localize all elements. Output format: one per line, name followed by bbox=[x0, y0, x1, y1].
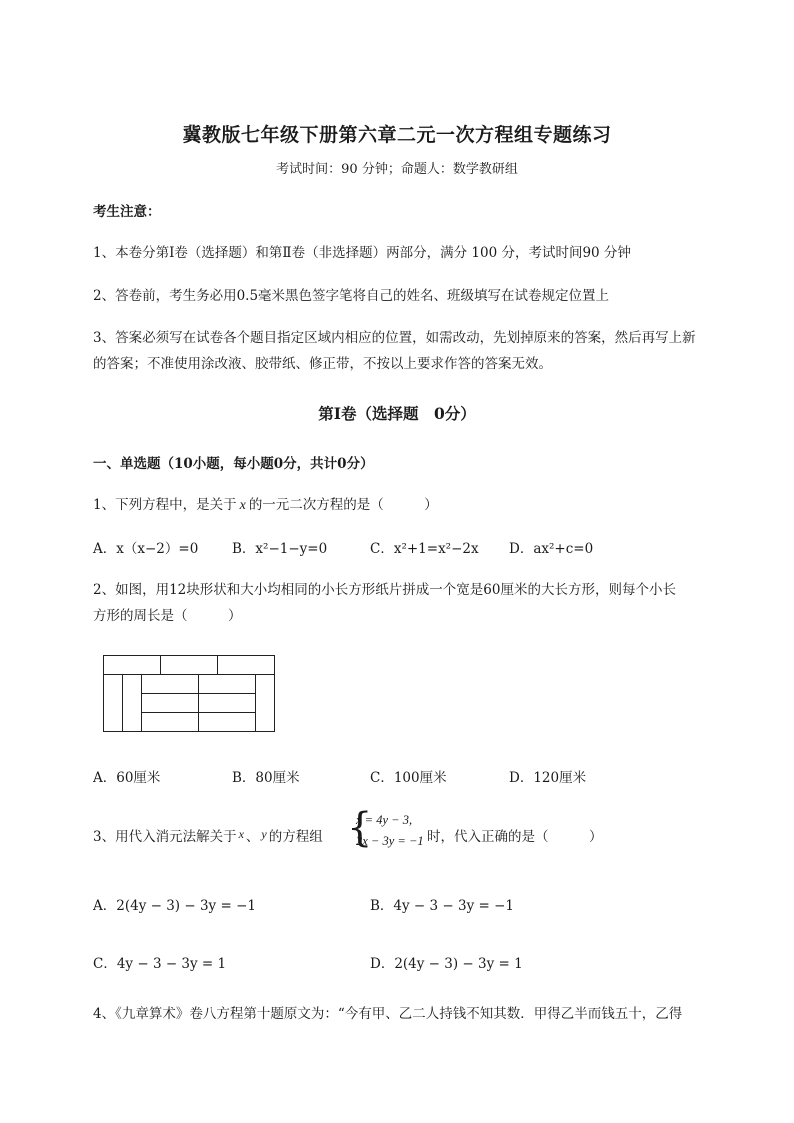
notice-item-1: 1、本卷分第Ⅰ卷（选择题）和第Ⅱ卷（非选择题）两部分，满分 100 分，考试时间90 分钟 bbox=[93, 245, 631, 261]
question-1-option-c[interactable]: C．x²+1=x²−2x bbox=[370, 541, 479, 557]
notice-item-3-cont: 的答案；不准使用涂改液、胶带纸、修正带，不按以上要求作答的答案无效。 bbox=[93, 356, 552, 372]
notice-heading: 考生注意： bbox=[93, 204, 161, 220]
question-3-stem-system-label: 的方程组 bbox=[268, 829, 323, 845]
question-3-stem-a bbox=[93, 825, 323, 845]
question-3-option-d[interactable]: D．2(4y − 3) − 3y = 1 bbox=[370, 956, 523, 972]
question-2-stem-line1: 2、如图，用12块形状和大小均相同的小长方形纸片拼成一个宽是60厘米的大长方形，则每个小长 bbox=[93, 582, 676, 598]
equation-system bbox=[347, 805, 429, 852]
system-equation-1: x = 4y − 3, bbox=[356, 813, 413, 827]
question-3-var-x: x bbox=[238, 827, 244, 841]
notice-item-3: 3、答案必须写在试卷各个题目指定区域内相应的位置，如需改动，先划掉原来的答案，然后再写上新 bbox=[93, 330, 696, 346]
question-2-option-c[interactable]: C．100厘米 bbox=[370, 770, 447, 786]
question-1-var: x bbox=[239, 498, 246, 513]
question-2-stem-line2: 方形的周长是（ ） bbox=[93, 608, 242, 624]
rectangle-tiling-figure bbox=[103, 655, 277, 733]
question-2-option-d[interactable]: D．120厘米 bbox=[509, 770, 587, 786]
question-3-option-c[interactable]: C．4y − 3 − 3y = 1 bbox=[93, 956, 227, 972]
question-1-stem bbox=[93, 493, 438, 514]
question-2-option-b[interactable]: B．80厘米 bbox=[232, 770, 300, 786]
notice-item-2: 2、答卷前，考生务必用0.5毫米黑色签字笔将自己的姓名、班级填写在试卷规定位置上 bbox=[93, 288, 610, 304]
question-1-stem-b: 的一元二次方程的是（ ） bbox=[248, 497, 438, 513]
question-3-separator: 、 bbox=[245, 829, 260, 845]
question-1-stem-a: 1、下列方程中，是关于 bbox=[93, 497, 237, 513]
question-3-stem-c: 时，代入正确的是（ ） bbox=[427, 829, 603, 845]
question-1-option-d[interactable]: D．ax²+c=0 bbox=[509, 541, 594, 557]
part1-heading: 第Ⅰ卷（选择题 0分） bbox=[318, 404, 476, 423]
page-subtitle: 考试时间：90 分钟；命题人：数学教研组 bbox=[276, 162, 518, 177]
question-1-option-a[interactable]: A．x（x−2）=0 bbox=[93, 541, 199, 557]
question-3-option-b[interactable]: B．4y − 3 − 3y = −1 bbox=[370, 898, 515, 914]
question-3-stem-text: 3、用代入消元法解关于 bbox=[93, 829, 237, 845]
question-1-option-b[interactable]: B．x²−1−y=0 bbox=[232, 541, 328, 557]
question-2-option-a[interactable]: A．60厘米 bbox=[93, 770, 161, 786]
question-3-option-a[interactable]: A．2(4y − 3) − 3y = −1 bbox=[93, 898, 256, 914]
system-equation-2: 2x − 3y = −1 bbox=[356, 834, 424, 848]
question-4-stem-line1: 4、《九章算术》卷八方程第十题原文为：“今有甲、乙二人持钱不知其数．甲得乙半而钱五十，乙得 bbox=[93, 1006, 683, 1022]
section-heading: 一、单选题（10小题，每小题0分，共计0分） bbox=[93, 456, 374, 472]
question-3-var-y: y bbox=[261, 827, 267, 841]
left-brace-icon: { bbox=[347, 805, 373, 851]
page-title: 冀教版七年级下册第六章二元一次方程组专题练习 bbox=[182, 124, 612, 146]
